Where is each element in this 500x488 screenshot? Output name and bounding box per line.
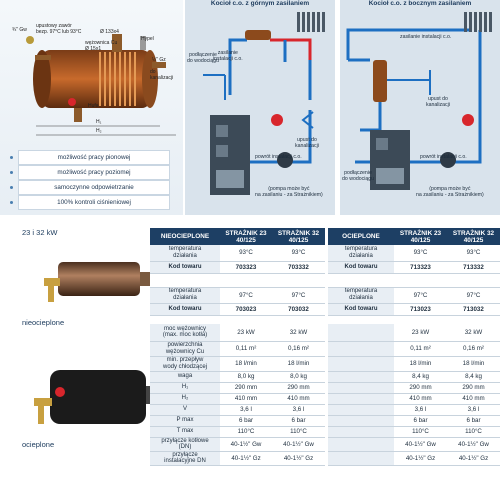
spec-label <box>328 393 394 404</box>
spec-value: 32 kW <box>272 324 325 341</box>
spec-label <box>328 404 394 415</box>
spec-value: 290 mm <box>272 382 325 393</box>
spec-value: 18 l/min <box>447 356 500 371</box>
cell: 713023 <box>394 303 447 315</box>
spec-label <box>328 451 394 465</box>
label-insulated: ocieplone <box>22 440 55 449</box>
diagram-side-fed-pipes <box>340 0 500 215</box>
spec-value: 0,16 m² <box>447 341 500 356</box>
annotation-diameter: Ø 133x4 <box>100 29 119 35</box>
spec-value: 6 bar <box>220 415 272 426</box>
spec-value: 6 bar <box>272 415 325 426</box>
spec-label: T max <box>150 426 220 437</box>
side-fed-pump-label: (pompa może być na zasilaniu - za Strażnikiem) <box>416 186 484 198</box>
spec-label <box>328 341 394 356</box>
spec-value: 23 kW <box>220 324 272 341</box>
feature-pressure-test: 100% kontroli ciśnieniowej <box>18 195 170 210</box>
label-noninsulated: nieocieplone <box>22 318 65 327</box>
cell: 97°C <box>394 287 447 303</box>
cell: temperatura działania <box>328 245 394 261</box>
spec-row <box>328 382 500 393</box>
spec-value: 40-1½" Gz <box>272 451 325 465</box>
side-fed-drain-label: upust do kanalizacji <box>426 96 450 108</box>
diagram-top-fed <box>185 0 335 215</box>
cell: 703032 <box>272 303 325 315</box>
spec-value: 40-1½" Gw <box>272 437 325 451</box>
spec-label: min. przepływ wody chłodzącej <box>150 356 220 371</box>
spec-value: 3,6 l <box>272 404 325 415</box>
spec-label: H₂ <box>150 393 220 404</box>
spec-row <box>150 382 325 393</box>
spec-row <box>150 451 325 465</box>
annotation-hufa: Hufa <box>88 103 99 109</box>
spec-row <box>150 324 325 341</box>
cell: 713332 <box>447 261 500 273</box>
spec-value: 290 mm <box>394 382 447 393</box>
spec-value: 8,4 kg <box>394 371 447 382</box>
cell: temperatura działania <box>150 245 220 261</box>
codes-table-noninsulated <box>150 228 325 316</box>
spec-value: 110°C <box>272 426 325 437</box>
spec-value: 23 kW <box>394 324 447 341</box>
cell: 97°C <box>220 287 272 303</box>
spec-value: 40-1½" Gw <box>447 437 500 451</box>
side-fed-supply-label: zasilanie instalacji c.o. <box>400 34 452 40</box>
spec-value: 18 l/min <box>272 356 325 371</box>
cell: Kod towaru <box>150 303 220 315</box>
feature-self-venting: samoczynne odpowietrzanie <box>18 180 170 195</box>
specs-table-insulated <box>328 324 500 466</box>
hdr-s32: STRAŻNIK 32 40/125 <box>447 228 500 245</box>
spec-row <box>328 451 500 465</box>
spec-label <box>328 426 394 437</box>
spec-label <box>328 415 394 426</box>
spec-row <box>328 356 500 371</box>
hdr-s23: STRAŻNIK 23 40/125 <box>220 228 272 245</box>
spec-label <box>328 371 394 382</box>
product-photo-insulated <box>30 362 160 434</box>
spec-value: 410 mm <box>220 393 272 404</box>
spec-value: 18 l/min <box>220 356 272 371</box>
diagram-side-fed <box>340 0 500 215</box>
top-fed-water-label: podłączenie do wodociągu <box>187 52 220 64</box>
spec-value: 110°C <box>220 426 272 437</box>
spec-value: 410 mm <box>447 393 500 404</box>
hdr-s32: STRAŻNIK 32 40/125 <box>272 228 325 245</box>
spec-value: 3,6 l <box>394 404 447 415</box>
cell: 93°C <box>394 245 447 261</box>
cell: 703023 <box>220 303 272 315</box>
annotation-drain: do kanalizacji <box>150 69 174 81</box>
spec-value: 6 bar <box>447 415 500 426</box>
cell: 93°C <box>272 245 325 261</box>
spec-row <box>150 404 325 415</box>
spec-label: waga <box>150 371 220 382</box>
spec-value: 8,0 kg <box>272 371 325 382</box>
spec-value: 8,4 kg <box>447 371 500 382</box>
spec-value: 40-1½" Gz <box>447 451 500 465</box>
spec-row <box>328 415 500 426</box>
spec-row <box>150 371 325 382</box>
annotation-g12: ½" Gz <box>152 57 166 63</box>
annotation-h2: H₂ <box>96 128 102 134</box>
spec-row <box>328 341 500 356</box>
spec-value: 0,11 m² <box>394 341 447 356</box>
spec-label: przyłącze instalacyjne DN <box>150 451 220 465</box>
spec-label: przyłącze kotłowe (DN) <box>150 437 220 451</box>
spec-row <box>328 437 500 451</box>
top-fed-pump-label: (pompa może być na zasilaniu - za Strażnikiem) <box>255 186 323 198</box>
spec-value: 8,0 kg <box>220 371 272 382</box>
top-fed-drain-label: upust do kanalizacji <box>295 137 319 149</box>
spec-label <box>328 324 394 341</box>
spec-value: 110°C <box>447 426 500 437</box>
cell: temperatura działania <box>150 287 220 303</box>
hdr-s23: STRAŻNIK 23 40/125 <box>394 228 447 245</box>
cell: 703323 <box>220 261 272 273</box>
feature-horizontal: możliwość pracy poziomej <box>18 165 170 180</box>
cell: Kod towaru <box>328 303 394 315</box>
spec-value: 290 mm <box>447 382 500 393</box>
cell: 713032 <box>447 303 500 315</box>
spec-row <box>328 426 500 437</box>
feature-vertical: możliwość pracy pionowej <box>18 150 170 165</box>
spec-value: 40-1½" Gz <box>220 451 272 465</box>
spec-row <box>150 415 325 426</box>
top-fed-supply-label: zasilanie instalacji c.o. <box>213 50 243 62</box>
spec-label <box>328 382 394 393</box>
spec-value: 410 mm <box>272 393 325 404</box>
side-fed-return-label: powrót instalacji c.o. <box>420 154 467 160</box>
spec-label: V <box>150 404 220 415</box>
spec-row <box>150 341 325 356</box>
spec-row <box>328 371 500 382</box>
product-schematic-panel <box>0 0 183 215</box>
codes-table-insulated <box>328 228 500 316</box>
annotation-h1: H₁ <box>96 119 102 125</box>
cell: Kod towaru <box>150 261 220 273</box>
cell: 97°C <box>447 287 500 303</box>
side-fed-water-label: podłączenie do wodociągu <box>342 170 375 182</box>
cell: temperatura działania <box>328 287 394 303</box>
spec-value: 3,6 l <box>447 404 500 415</box>
spec-value: 40-1½" Gw <box>220 437 272 451</box>
spec-value: 18 l/min <box>394 356 447 371</box>
spec-value: 110°C <box>394 426 447 437</box>
product-photo-noninsulated <box>40 250 155 310</box>
diagram-top-fed-title: Kocioł c.o. z górnym zasilaniem <box>210 0 310 7</box>
hdr-noninsulated: NIEOCIEPLONE <box>150 228 220 245</box>
spec-row <box>328 324 500 341</box>
spec-value: 6 bar <box>394 415 447 426</box>
diagram-side-fed-title: Kocioł c.o. z bocznym zasilaniem <box>368 0 472 7</box>
spec-row <box>328 404 500 415</box>
cell: 93°C <box>447 245 500 261</box>
spec-value: 0,11 m² <box>220 341 272 356</box>
spec-label <box>328 356 394 371</box>
hdr-insulated: OCIEPLONE <box>328 228 394 245</box>
annotation-coil: wężownica Cu Ø 15x1 <box>85 40 118 52</box>
spec-row <box>150 356 325 371</box>
spec-value: 3,6 l <box>220 404 272 415</box>
spec-value: 0,16 m² <box>272 341 325 356</box>
spec-label: P max <box>150 415 220 426</box>
annotation-g34: ¾" Gw <box>12 27 27 33</box>
spec-row <box>150 426 325 437</box>
specs-table-noninsulated <box>150 324 325 466</box>
cell: 713323 <box>394 261 447 273</box>
spec-label: powierzchnia wężownicy Cu <box>150 341 220 356</box>
spec-value: 290 mm <box>220 382 272 393</box>
spec-label <box>328 437 394 451</box>
spec-row <box>328 393 500 404</box>
spec-value: 32 kW <box>447 324 500 341</box>
power-label: 23 i 32 kW <box>22 228 58 237</box>
spec-value: 410 mm <box>394 393 447 404</box>
spec-row <box>150 437 325 451</box>
annotation-vent: Hypel <box>141 36 154 42</box>
spec-value: 40-1½" Gw <box>394 437 447 451</box>
spec-label: moc wężownicy (max. moc kotła) <box>150 324 220 341</box>
top-fed-return-label: powrót instalacji c.o. <box>255 154 302 160</box>
cell: Kod towaru <box>328 261 394 273</box>
spec-label: H₁ <box>150 382 220 393</box>
diagram-top-fed-pipes <box>185 0 335 215</box>
cell: 97°C <box>272 287 325 303</box>
spec-value: 40-1½" Gz <box>394 451 447 465</box>
annotation-valve: upustowy zawór bezp. 97°C lub 93°C <box>36 23 82 35</box>
cell: 93°C <box>220 245 272 261</box>
cell: 703332 <box>272 261 325 273</box>
spec-row <box>150 393 325 404</box>
